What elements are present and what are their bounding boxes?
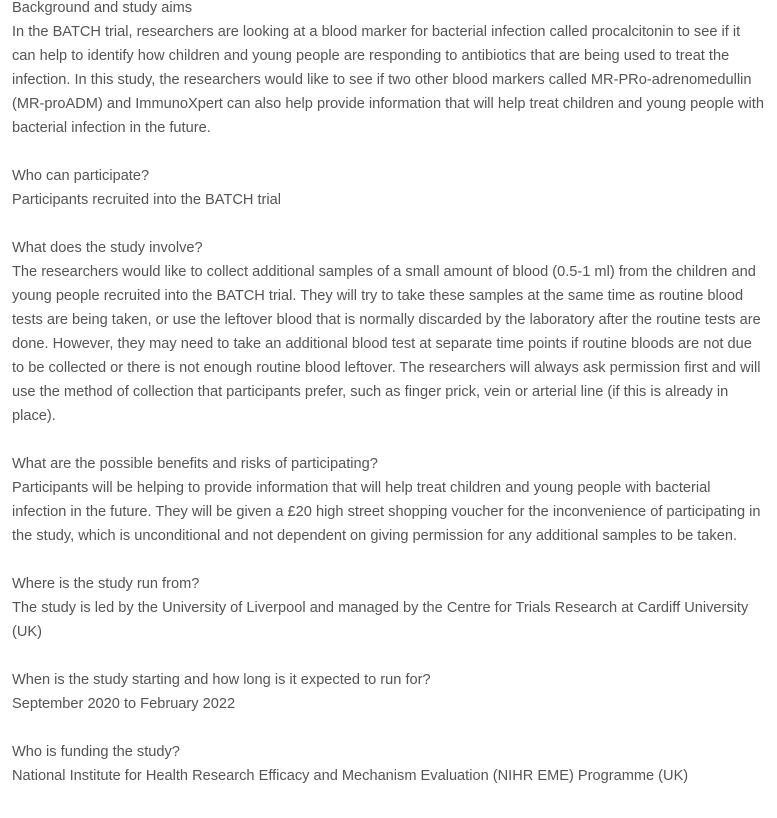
section-heading-study-dates: When is the study starting and how long is it expected to run for? bbox=[12, 672, 431, 688]
section-body-funding: National Institute for Health Research Efficacy and Mechanism Evaluation (NIHR EME) Programme (UK) bbox=[12, 768, 689, 784]
section-study-involvement bbox=[12, 236, 765, 428]
section-background bbox=[12, 0, 765, 140]
section-heading-study-location: Where is the study run from? bbox=[12, 576, 200, 592]
section-body-who-can-participate: Participants recruited into the BATCH trial bbox=[12, 192, 282, 208]
section-body-study-location: The study is led by the University of Liverpool and managed by the Centre for Trials Research at Cardiff University (UK) bbox=[12, 600, 749, 640]
section-body-benefits-risks: Participants will be helping to provide information that will help treat children and young people with bacterial infection in the future. They will be given a £20 high street shopping voucher for the inconvenience of participating in the study, which is unconditional and not dependent on giving permission for any additional samples to be taken. bbox=[12, 480, 761, 544]
section-heading-benefits-risks: What are the possible benefits and risks of participating? bbox=[12, 456, 378, 472]
section-who-can-participate bbox=[12, 164, 765, 212]
section-study-dates bbox=[12, 668, 765, 716]
section-body-study-involvement: The researchers would like to collect additional samples of a small amount of blood (0.5-1 ml) from the children and young people recruited into the BATCH trial. They will try to take these samples at the same time as routine blood tests are being taken, or use the leftover blood that is normally discarded by the laboratory after the routine tests are done. However, they may need to take an additional blood test at separate time points if routine bloods are not due to be collected or there is not enough routine blood leftover. The researchers will always ask permission first and will use the method of collection that participants prefer, such as finger prick, vein or arterial line (if this is already in place). bbox=[12, 264, 761, 424]
section-body-background: In the BATCH trial, researchers are looking at a blood marker for bacterial infection called procalcitonin to see if it can help to identify how children and young people are responding to antibiotics that are being used to treat the infection. In this study, the researchers would like to see if two other blood markers called MR-PRo-adrenomedullin (MR-proADM) and ImmunoXpert can also help provide information that will help treat children and young people with bacterial infection in the future. bbox=[12, 24, 764, 136]
section-study-location bbox=[12, 572, 765, 644]
section-funding bbox=[12, 740, 765, 788]
section-heading-who-can-participate: Who can participate? bbox=[12, 168, 150, 184]
section-heading-study-involvement: What does the study involve? bbox=[12, 240, 203, 256]
section-heading-funding: Who is funding the study? bbox=[12, 744, 180, 760]
section-body-study-dates: September 2020 to February 2022 bbox=[12, 696, 236, 712]
section-heading-background: Background and study aims bbox=[12, 0, 193, 16]
section-benefits-risks bbox=[12, 452, 765, 548]
